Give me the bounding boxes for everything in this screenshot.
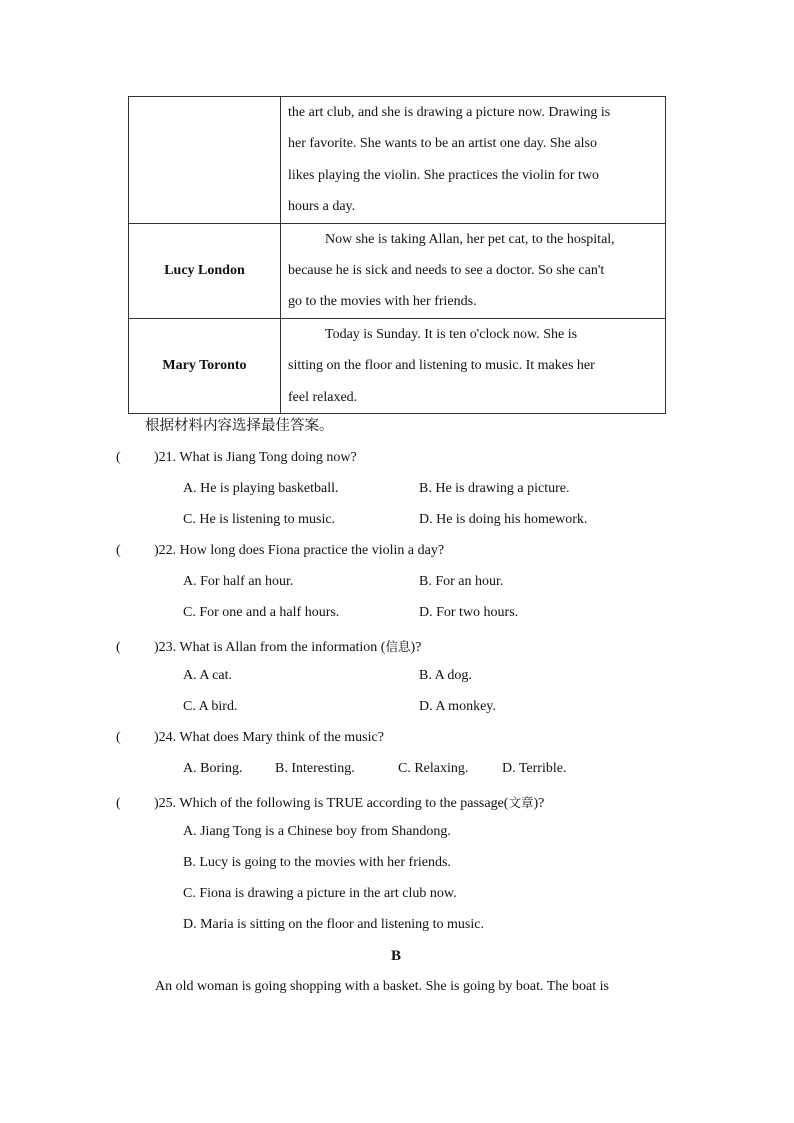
description-line: Now she is taking Allan, her pet cat, to the hospital, — [325, 231, 615, 247]
description-line: because he is sick and needs to see a doctor. So she can't — [288, 263, 605, 279]
question-23 — [116, 637, 421, 656]
description-line: feel relaxed. — [288, 389, 358, 405]
option-c: C. Relaxing. — [398, 761, 469, 776]
question-text: )23. What is Allan from the information ( — [154, 640, 386, 655]
answer-blank[interactable]: ( — [116, 796, 121, 811]
option-d: D. Maria is sitting on the floor and listening to music. — [183, 917, 484, 932]
option-b: B. A dog. — [419, 668, 472, 683]
question-text: )25. Which of the following is TRUE according to the passage( — [154, 796, 509, 811]
option-d: D. For two hours. — [419, 605, 519, 620]
description-line: Today is Sunday. It is ten o'clock now. She is — [325, 326, 578, 342]
passage-text: An old woman is going shopping with a basket. She is going by boat. The boat is — [155, 979, 609, 994]
option-b: B. Interesting. — [275, 761, 355, 776]
answer-blank[interactable]: ( — [116, 730, 121, 745]
description-line: go to the movies with her friends. — [288, 294, 477, 310]
option-d: D. He is doing his homework. — [419, 512, 588, 527]
option-b: B. He is drawing a picture. — [419, 481, 570, 496]
person-description — [281, 97, 666, 224]
option-c: C. A bird. — [183, 699, 238, 714]
option-a: A. He is playing basketball. — [183, 481, 339, 496]
question-text: )24. What does Mary think of the music? — [154, 730, 384, 745]
option-c: C. Fiona is drawing a picture in the art club now. — [183, 886, 457, 901]
option-d: D. Terrible. — [502, 761, 567, 776]
question-24 — [116, 730, 384, 746]
section-heading: B — [391, 948, 402, 964]
option-a: A. A cat. — [183, 668, 232, 683]
description-line: hours a day. — [288, 199, 356, 215]
option-b: B. Lucy is going to the movies with her friends. — [183, 855, 451, 870]
person-name: Lucy London — [129, 223, 281, 318]
description-line: her favorite. She wants to be an artist one day. She also — [288, 136, 597, 152]
table-row — [129, 318, 666, 413]
description-line: sitting on the floor and listening to music. It makes her — [288, 358, 595, 374]
table-row — [129, 97, 666, 224]
question-22 — [116, 543, 444, 559]
person-name: Mary Toronto — [129, 318, 281, 413]
option-a: A. For half an hour. — [183, 574, 294, 589]
answer-blank[interactable]: ( — [116, 640, 121, 655]
question-text: )? — [533, 796, 545, 811]
description-line: likes playing the violin. She practices the violin for two — [288, 167, 600, 183]
question-text: )22. How long does Fiona practice the violin a day? — [154, 543, 445, 558]
option-a: A. Jiang Tong is a Chinese boy from Shandong. — [183, 824, 451, 839]
option-b: B. For an hour. — [419, 574, 504, 589]
question-text-chinese: 文章 — [508, 795, 534, 810]
instruction-text: 根据材料内容选择最佳答案。 — [145, 418, 334, 434]
person-description — [281, 223, 666, 318]
question-21 — [116, 450, 357, 466]
person-name — [129, 97, 281, 224]
person-description — [281, 318, 666, 413]
question-text: )21. What is Jiang Tong doing now? — [154, 450, 357, 465]
option-c: C. For one and a half hours. — [183, 605, 340, 620]
answer-blank[interactable]: ( — [116, 450, 121, 465]
option-c: C. He is listening to music. — [183, 512, 336, 527]
answer-blank[interactable]: ( — [116, 543, 121, 558]
question-text: )? — [410, 640, 422, 655]
table-row — [129, 223, 666, 318]
question-25 — [116, 793, 544, 812]
option-a: A. Boring. — [183, 761, 243, 776]
description-line: the art club, and she is drawing a picture now. Drawing is — [288, 105, 611, 120]
question-text-chinese: 信息 — [385, 639, 411, 654]
option-d: D. A monkey. — [419, 699, 496, 714]
info-table — [128, 96, 666, 414]
